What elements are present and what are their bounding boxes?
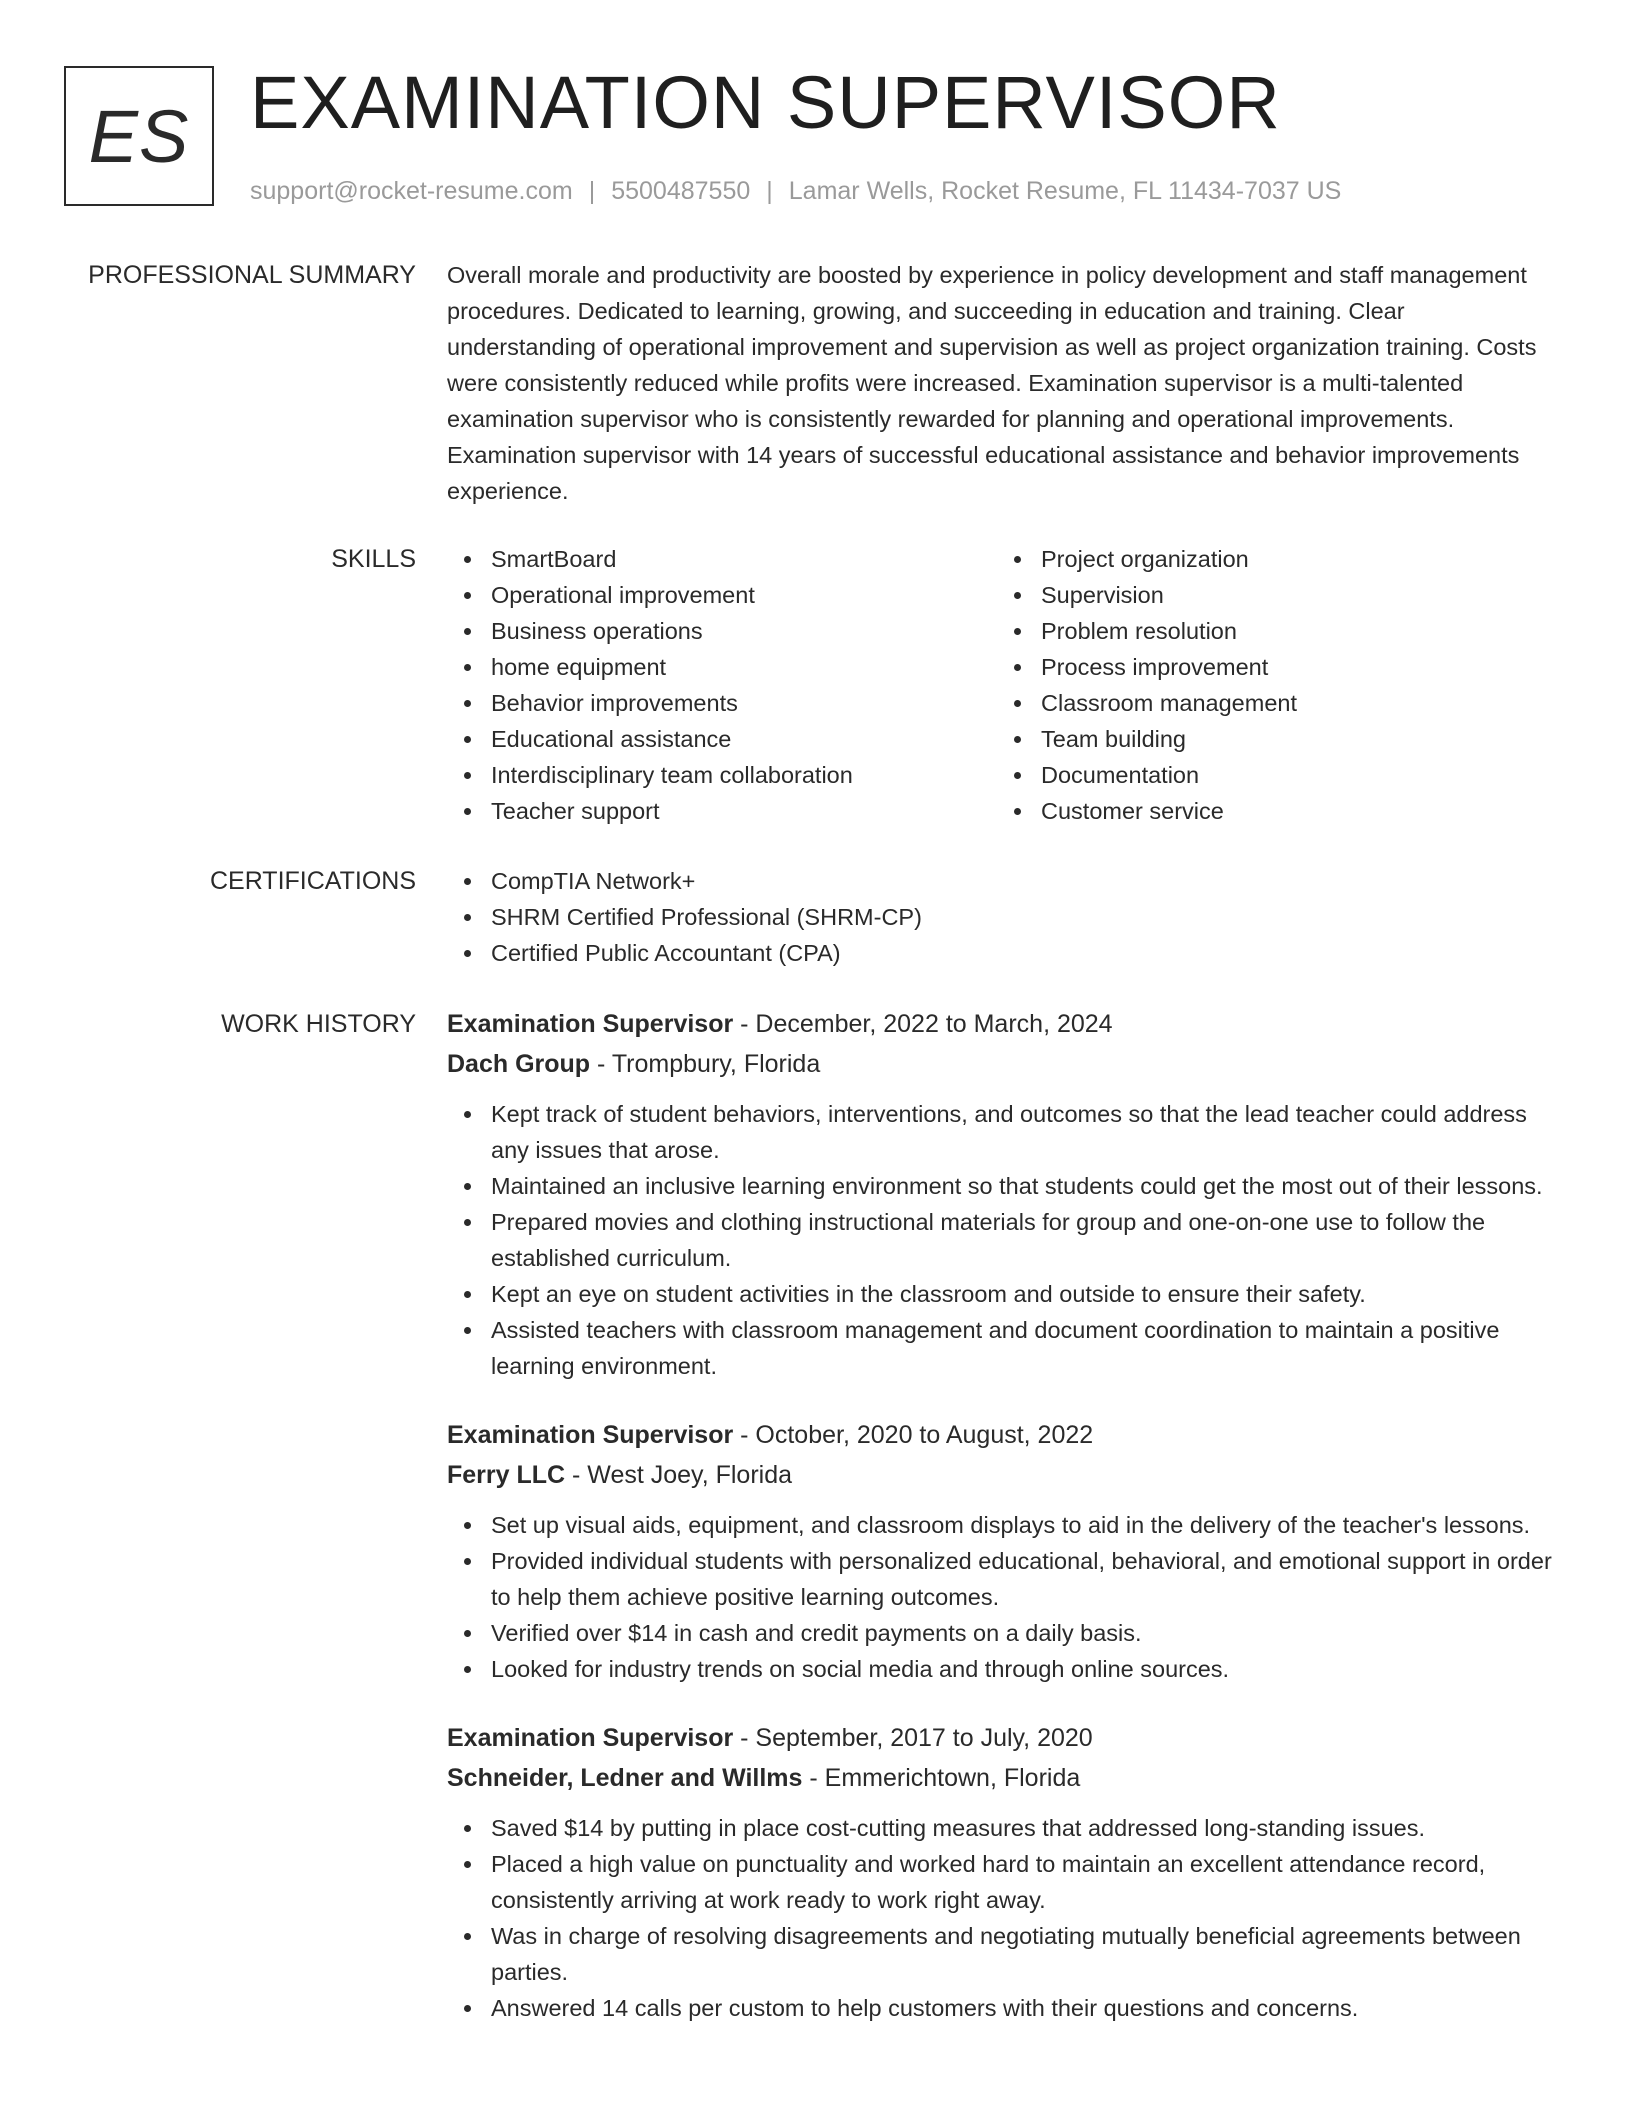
skills-section [447, 541, 1557, 829]
job-location: - Trompbury, Florida [590, 1050, 821, 1078]
job-entry [447, 1415, 1557, 1687]
monogram-badge [64, 66, 214, 206]
job-company: Ferry LLC [447, 1461, 566, 1489]
job-dates: - September, 2017 to July, 2020 [733, 1724, 1093, 1752]
skill-item: home equipment [447, 649, 997, 685]
job-bullet: Verified over $14 in cash and credit payments on a daily basis. [447, 1615, 1557, 1651]
job-bullet: Kept an eye on student activities in the classroom and outside to ensure their safety. [447, 1276, 1557, 1312]
job-location: - West Joey, Florida [565, 1461, 793, 1489]
skills-list-right [997, 541, 1547, 829]
skill-item: Team building [997, 721, 1547, 757]
job-bullet: Was in charge of resolving disagreements and negotiating mutually beneficial agreements between parties. [447, 1918, 1557, 1990]
work-history-section [447, 1004, 1557, 2057]
job-title: Examination Supervisor [447, 1421, 734, 1449]
job-bullets [447, 1507, 1557, 1687]
skill-item: Operational improvement [447, 577, 997, 613]
job-title: Examination Supervisor [447, 1724, 734, 1752]
job-bullet: Looked for industry trends on social media and through online sources. [447, 1651, 1557, 1687]
contact-address: Lamar Wells, Rocket Resume, FL 11434-7037 US [788, 177, 1342, 205]
job-company-line [447, 1044, 1557, 1084]
section-label-summary: PROFESSIONAL SUMMARY [88, 261, 416, 289]
contact-line [250, 175, 1341, 207]
certifications-section [447, 863, 1557, 971]
job-location: - Emmerichtown, Florida [802, 1764, 1081, 1792]
job-bullet: Provided individual students with personalized educational, behavioral, and emotional support in order to help them achieve positive learning outcomes. [447, 1543, 1557, 1615]
skill-item: Interdisciplinary team collaboration [447, 757, 997, 793]
job-bullet: Saved $14 by putting in place cost-cutting measures that addressed long-standing issues. [447, 1810, 1557, 1846]
job-bullet: Kept track of student behaviors, interventions, and outcomes so that the lead teacher could address any issues that arose. [447, 1096, 1557, 1168]
job-bullet: Set up visual aids, equipment, and classroom displays to aid in the delivery of the teacher's lessons. [447, 1507, 1557, 1543]
summary-text: Overall morale and productivity are boosted by experience in policy development and staff management procedures. Dedicated to learning, growing, and succeeding in education and training. Clear understanding of operational improvement and supervision as well as project organization training. Costs were consistently reduced while profits were increased. Examination supervisor is a multi-talented examination supervisor who is consistently rewarded for planning and operational improvements. Examination supervisor with 14 years of successful educational assistance and behavior improvements experience. [447, 262, 1537, 504]
summary-section [447, 257, 1557, 509]
certification-item: Certified Public Accountant (CPA) [447, 935, 1557, 971]
certifications-list [447, 863, 1557, 971]
section-label-skills: SKILLS [331, 545, 416, 573]
job-company: Schneider, Ledner and Willms [447, 1764, 803, 1792]
job-entry [447, 1004, 1557, 1384]
job-dates: - October, 2020 to August, 2022 [733, 1421, 1094, 1449]
monogram-initials: ES [88, 94, 190, 178]
skill-item: Project organization [997, 541, 1547, 577]
contact-phone[interactable]: 5500487550 [611, 177, 751, 205]
job-title: Examination Supervisor [447, 1010, 734, 1038]
contact-email[interactable]: support@rocket-resume.com [250, 177, 573, 205]
job-entry [447, 1718, 1557, 2026]
skills-grid [447, 541, 1557, 829]
skill-item: SmartBoard [447, 541, 997, 577]
job-dates: - December, 2022 to March, 2024 [733, 1010, 1113, 1038]
job-bullet: Maintained an inclusive learning environment so that students could get the most out of their lessons. [447, 1168, 1557, 1204]
job-title-line [447, 1718, 1557, 1758]
skill-item: Process improvement [997, 649, 1547, 685]
job-bullet: Answered 14 calls per custom to help customers with their questions and concerns. [447, 1990, 1557, 2026]
job-company-line [447, 1758, 1557, 1798]
skills-list-left [447, 541, 997, 829]
job-title-line [447, 1004, 1557, 1044]
contact-separator: | [588, 177, 596, 205]
skill-item: Problem resolution [997, 613, 1547, 649]
contact-separator: | [766, 177, 773, 205]
job-company-line [447, 1455, 1557, 1495]
section-label-work-history: WORK HISTORY [221, 1010, 416, 1038]
job-title-line [447, 1415, 1557, 1455]
skill-item: Behavior improvements [447, 685, 997, 721]
job-bullets [447, 1096, 1557, 1384]
certification-item: SHRM Certified Professional (SHRM-CP) [447, 899, 1557, 935]
job-company: Dach Group [447, 1050, 591, 1078]
certification-item: CompTIA Network+ [447, 863, 1557, 899]
skill-item: Documentation [997, 757, 1547, 793]
job-bullet: Assisted teachers with classroom management and document coordination to maintain a positive learning environment. [447, 1312, 1557, 1384]
skill-item: Customer service [997, 793, 1547, 829]
skill-item: Classroom management [997, 685, 1547, 721]
job-bullet: Prepared movies and clothing instructional materials for group and one-on-one use to follow the established curriculum. [447, 1204, 1557, 1276]
skill-item: Educational assistance [447, 721, 997, 757]
skill-item: Business operations [447, 613, 997, 649]
job-bullets [447, 1810, 1557, 2026]
section-label-certifications: CERTIFICATIONS [209, 867, 416, 895]
skill-item: Teacher support [447, 793, 997, 829]
skill-item: Supervision [997, 577, 1547, 613]
job-bullet: Placed a high value on punctuality and worked hard to maintain an excellent attendance record, consistently arriving at work ready to work right away. [447, 1846, 1557, 1918]
candidate-name: EXAMINATION SUPERVISOR [250, 61, 1281, 144]
